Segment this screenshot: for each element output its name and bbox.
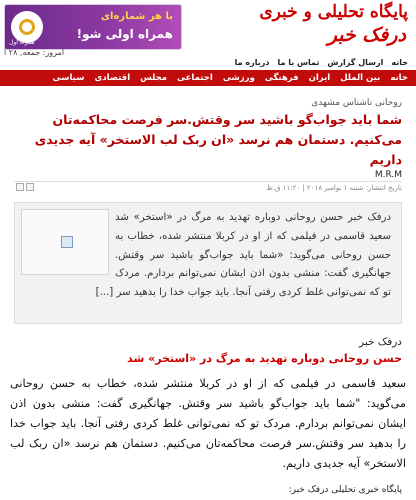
print-icon[interactable] — [26, 183, 34, 191]
article-footer-line: پایگاه خبری تحلیلی درفک خبر: — [288, 485, 402, 495]
nav-iran[interactable]: ایران — [308, 73, 331, 83]
ad-banner[interactable] — [4, 4, 182, 50]
site-logo[interactable]: درفک خبر — [327, 24, 406, 46]
article-kicker: روحانی ناشناس مشهدی — [311, 98, 402, 108]
nav-politics[interactable]: سیاسی — [52, 73, 85, 83]
article-summary-box — [14, 202, 402, 324]
nav-economy[interactable]: اقتصادی — [94, 73, 131, 83]
article-author: M.R.M — [374, 170, 402, 180]
article-summary: درفک خبر حسن روحانی دوباره تهدید به مرگ در «استخر» شد سعید قاسمی در فیلمی که از او در کربلا منتشر شده، خطاب به حسن روحانی می‌گوید: «شما باید جواب‌گو باشید سر وقتش. جهانگیری گفت: منشی بدون اذن ایشان نمی‌توانم بردارم. مردک تو که نمی‌توانی غلط کردی رفتی آنجا. باید جواب خدا را بدهید سر [...] — [95, 212, 391, 299]
site-header — [0, 0, 416, 58]
article-subhead: حسن روحانی دوباره تهدید به مرگ در «استخر» شد — [127, 352, 402, 365]
nav-sports[interactable]: ورزشی — [222, 73, 255, 83]
site-title: پایگاه تحلیلی و خبری — [259, 2, 408, 22]
toplink-contact[interactable]: تماس با ما — [277, 58, 320, 67]
ad-line2: همراه اولی شو! — [76, 27, 173, 41]
article-headline[interactable]: شما باید جواب‌گو باشید سر وقتش.سر فرصت محاکمه‌تان می‌کنیم. دستمان هم نرسد «ان ربک لب الاستخر» آیه جدیدی داریم — [34, 112, 402, 167]
nav-home[interactable]: خانه — [390, 73, 408, 83]
article-source: درفک خبر — [359, 336, 402, 348]
toplink-send-report[interactable]: ارسال گزارش — [327, 58, 384, 67]
nav-culture[interactable]: فرهنگی — [264, 73, 299, 83]
nav-international[interactable]: بین الملل — [340, 73, 381, 83]
nav-social[interactable]: اجتماعی — [177, 73, 213, 83]
toplink-home[interactable]: خانه — [391, 58, 408, 67]
article-body: سعید قاسمی در فیلمی که از او در کربلا منتشر شده، خطاب به حسن روحانی می‌گوید: "شما باید جواب‌گو باشید سر وقتش. جهانگیری گفت: منشی بدون اذن ایشان نمی‌توانم بردارم. مردک تو که نمی‌توانی غلط کردی رفتی آنجا. باید جواب خدا را بدهید سر وقتش.سر فرصت محاکمه‌تان می‌کنیم. دستمان هم نرسد «ان ربک لب الاستخر» آیه جدیدی داریم. — [10, 377, 406, 470]
email-icon[interactable] — [16, 183, 24, 191]
ad-logo-text: همراه اول — [9, 39, 35, 46]
summary-text-wrap — [23, 209, 391, 303]
current-date: امروز: جمعه, ۲۸ آ — [4, 48, 65, 57]
publish-date: تاریخ انتشار: شنبه ۱ نوامبر ۲۰۱۸ | ۱۱:۲۰ ق.ظ — [266, 184, 402, 192]
ad-line1: با هر شماره‌ای — [100, 11, 173, 22]
article-meta — [14, 181, 402, 192]
nav-parliament[interactable]: مجلس — [140, 73, 168, 83]
toplink-about[interactable]: درباره ما — [234, 58, 270, 67]
share-icons — [14, 183, 34, 193]
main-nav — [0, 70, 416, 86]
